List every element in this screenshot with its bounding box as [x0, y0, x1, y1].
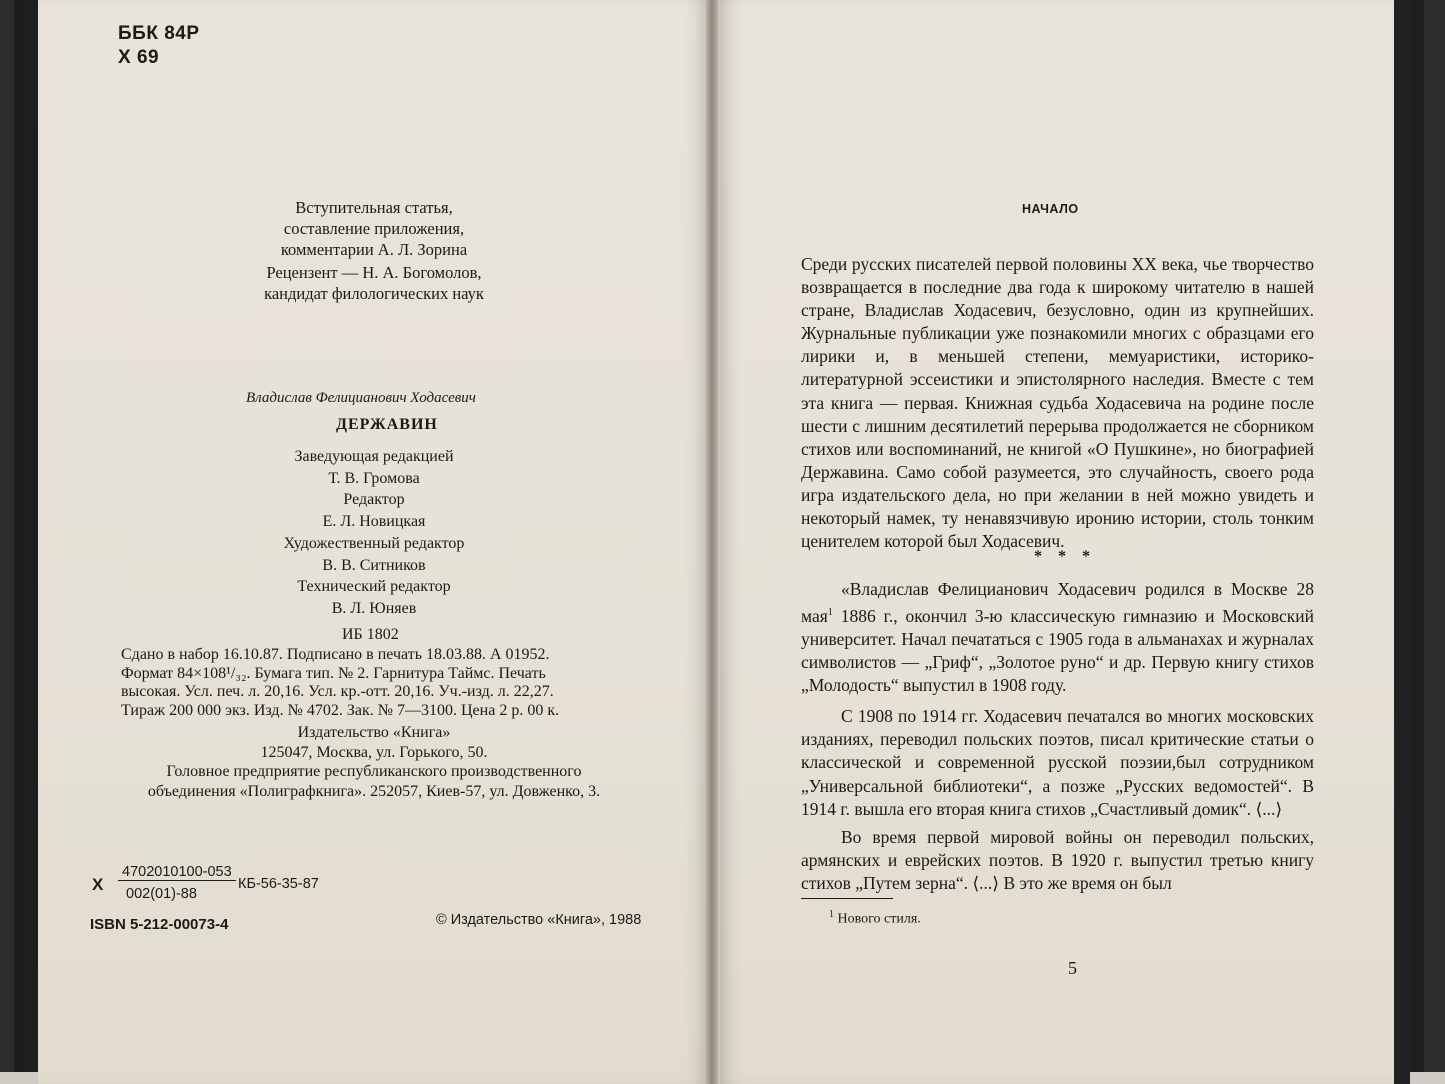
footnote	[829, 909, 921, 928]
page-number: 5	[1068, 958, 1077, 978]
bbk-code: ББК 84Р	[118, 23, 200, 44]
paragraph: Среди русских писателей первой половины XX века, чье творчество возвращается в последние два года к широкому читателю в нашей стране, Владислав Ходасевич, безусловно, один из крупнейших. Журнальные публикации уже познакомили многих с образцами его лирики и, в меньшей степени, мемуаристики, историко-литературной эссеистики и эпистолярного наследия. Вместе с тем эта книга — первая. Книжная судьба Ходасевича на родине после шести с лишним десятилетий перерыва продолжается не сборником стихов или воспоминаний, не книгой «О Пушкине», но биографией Державина. Само собой разумеется, это случайность, своего рода игра издательского дела, но при желании в ней можно увидеть и некоторый намек, ту ненавязчивую иронию истории, столь тонким ценителем которой был Ходасевич.	[801, 254, 1314, 552]
footnote-mark: 1	[829, 909, 834, 920]
copyright: © Издательство «Книга», 1988	[436, 912, 642, 928]
paragraph-text: 1886 г., окончил 3-ю классическую гимназию и Московский университет. Начал печататься с 1905 года в альманахах и журналах символистов — „Гриф“, „Золотое руно“ и др. Первую книгу стихов „Молодость“ выпустил в 1908 году.	[801, 605, 1315, 696]
credits-line: комментарии А. Л. Зорина	[280, 240, 468, 259]
credits-line: составление приложения,	[283, 219, 465, 238]
staff-line: В. Л. Юняев	[331, 599, 417, 617]
chapter-heading: НАЧАЛО	[1022, 202, 1079, 216]
index-code: КБ-56-35-87	[238, 876, 319, 892]
ib-number: ИБ 1802	[342, 626, 399, 643]
book-title: ДЕРЖАВИН	[336, 416, 438, 433]
publisher-block	[38, 723, 710, 762]
cover-edge	[1394, 0, 1410, 1084]
staff-line: Е. Л. Новицкая	[322, 513, 426, 531]
staff-line: Редактор	[343, 491, 405, 509]
footnote-text: Нового стиля.	[837, 911, 921, 927]
intro-paragraph	[801, 253, 1314, 553]
staff-line: Т. В. Громова	[328, 469, 420, 487]
index-denominator: 002(01)-88	[126, 886, 197, 902]
index-numerator: 4702010100-053	[118, 864, 236, 881]
staff-line: Художественный редактор	[283, 534, 465, 552]
staff-block	[38, 446, 710, 620]
staff-line: В. В. Ситников	[322, 556, 426, 574]
footnote-ref: 1	[827, 607, 833, 619]
publisher-line: Издательство «Книга»	[297, 724, 451, 741]
paragraph	[801, 578, 1314, 697]
author-mark: Х 69	[118, 47, 160, 68]
section-stars: * * *	[1034, 548, 1096, 565]
paragraph: С 1908 по 1914 гг. Ходасевич печатался во многих московских изданиях, переводил польских поэтов, писал критические статьи о классической и современной русской поэзии,был сотрудником „Универсальной библиотеки“, а позже „Русских ведомостей“. В 1914 г. вышла его вторая книга стихов „Счастливый домик“. ⟨...⟩	[801, 706, 1314, 819]
footnote-rule	[801, 898, 893, 899]
staff-line: Технический редактор	[297, 578, 451, 596]
paragraph-text: «Владислав Фелицианович Ходасевич родился в Москве 28 мая	[801, 579, 1314, 626]
paragraph: Во время первой мировой войны он переводил польских, армянских и еврейских поэтов. В 1920 г. выпустил третью книгу стихов „Путем зерна“. ⟨...⟩ В это же время он был	[801, 826, 1314, 893]
quote-block	[801, 578, 1314, 895]
printer-line: Головное предприятие республиканского производственного	[166, 763, 582, 780]
reviewer-line: кандидат филологических наук	[264, 284, 484, 303]
author-name: Владислав Фелицианович Ходасевич	[246, 390, 476, 406]
printer-line: объединения «Полиграфкнига». 252057, Киев-57, ул. Довженко, 3.	[147, 782, 601, 800]
isbn: ISBN 5-212-00073-4	[90, 916, 229, 933]
credits-block	[38, 197, 710, 260]
print-info	[121, 646, 559, 720]
index-x: Х	[92, 875, 104, 894]
publisher-line: 125047, Москва, ул. Горького, 50.	[260, 743, 488, 761]
print-info-line: Тираж 200 000 экз. Изд. № 4702. Зак. № 7—3100. Цена 2 р. 00 к.	[121, 701, 560, 719]
printer-block	[38, 762, 710, 801]
print-info-line: Сдано в набор 16.10.87. Подписано в печать 18.03.88. А 01952.	[121, 646, 550, 663]
credits-line: Вступительная статья,	[295, 198, 453, 217]
reviewer-block	[38, 262, 710, 304]
staff-line: Заведующая редакцией	[294, 448, 454, 465]
print-info-line: высокая. Усл. печ. л. 20,16. Усл. кр.-отт. 20,16. Уч.-изд. л. 22,27.	[121, 683, 554, 700]
print-info-line: Формат 84×108¹/₃₂. Бумага тип. № 2. Гарнитура Таймс. Печать	[121, 664, 546, 682]
reviewer-line: Рецензент — Н. А. Богомолов,	[266, 263, 482, 282]
